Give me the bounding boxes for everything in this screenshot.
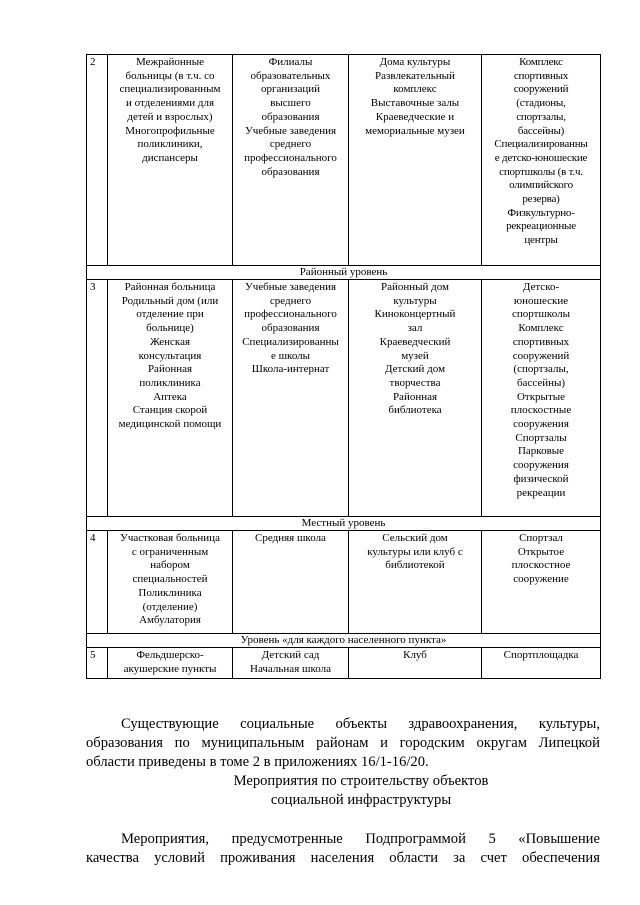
social-infrastructure-table (86, 54, 601, 679)
paragraph-line: области приведены в томе 2 в приложениях 16/1-16/20. (86, 754, 429, 770)
row-number: 4 (87, 531, 108, 634)
word: Подпрограммой (365, 831, 466, 847)
cell-line: Межрайонные (136, 56, 204, 68)
cell-line: сооружений (513, 83, 569, 96)
cell-line: плоскостное (511, 559, 571, 572)
word: городским (399, 735, 465, 751)
word: области (389, 850, 439, 866)
word: Мероприятия, (121, 831, 210, 847)
cell-line: сооружение (513, 573, 569, 586)
cell-line: бассейны) (516, 376, 566, 389)
cell-line: профессионального (244, 308, 337, 321)
cell-line: и отделениями для (125, 97, 215, 110)
cell-line: резерва) (522, 193, 560, 206)
cell-line: среднего (269, 294, 312, 307)
cell-line: физической (513, 472, 569, 485)
cell-line: Специализированны (242, 335, 339, 348)
word: населения (310, 850, 375, 866)
cell-line: детей и взрослых) (127, 110, 213, 123)
cell-line: консультация (138, 349, 202, 362)
cell-line: Детско- (522, 281, 560, 293)
cell-line: Выставочные залы (370, 97, 460, 110)
cell-line: акушерские пункты (123, 662, 217, 675)
measures-paragraph (86, 830, 600, 868)
word: качества (86, 850, 139, 866)
cell-line: Станция скорой (132, 404, 208, 417)
cell-line: образования (261, 165, 320, 178)
cell-line: Аптека (153, 390, 187, 403)
culture-cell (349, 531, 482, 634)
word: районам (316, 735, 369, 751)
cell-line: специальностей (132, 573, 208, 586)
cell-line: поликлиника (139, 376, 201, 389)
row-number: 2 (87, 55, 108, 266)
cell-line: е детско-юношеские (494, 151, 588, 164)
cell-line: Женская (149, 335, 191, 348)
word: объекты (335, 716, 387, 732)
table-row-4 (87, 531, 601, 634)
cell-line: Поликлиника (138, 586, 202, 599)
cell-line: Районный дом (380, 281, 450, 293)
word: «Повышение (518, 831, 600, 847)
section-heading (86, 772, 600, 810)
word: и (380, 735, 388, 751)
cell-line: е школы (270, 349, 311, 362)
level-row-local (87, 517, 601, 531)
cell-line: Спортзалы (515, 431, 567, 444)
cell-line: Школа-интернат (251, 363, 330, 376)
cell-line: сооружения (513, 418, 569, 431)
cell-line: профессионального (244, 151, 337, 164)
paragraph-line (86, 849, 600, 868)
word: образования (86, 735, 163, 751)
cell-line: Развлекательный (375, 69, 455, 82)
word: 5 (488, 831, 496, 847)
cell-line: Спортплощадка (503, 649, 579, 661)
paragraph-line (86, 830, 600, 849)
cell-line: Дома культуры (379, 56, 451, 68)
cell-line: комплекс (393, 83, 437, 96)
cell-line: спортшколы (в т.ч. (499, 165, 583, 178)
cell-line: юношеские (513, 294, 569, 307)
cell-line: медицинской помощи (118, 418, 222, 431)
cell-line: сооружений (512, 349, 570, 362)
cell-line: рекреационные (506, 220, 576, 233)
cell-line: Специализированны (494, 138, 588, 151)
cell-line: Спортзал (519, 532, 563, 544)
cell-line: Участковая больница (120, 532, 220, 544)
cell-line: Клуб (403, 649, 427, 661)
cell-line: Амбулатория (139, 614, 201, 627)
cell-line: спортивных (513, 69, 569, 82)
cell-line: поликлиники, (137, 138, 203, 151)
cell-line: Парковые (517, 445, 565, 458)
cell-line: Учебные заведения (244, 124, 337, 137)
cell-line: Учебные заведения (244, 281, 337, 293)
word: здравоохранения, (408, 716, 518, 732)
level-row-district (87, 266, 601, 280)
education-cell (233, 648, 349, 679)
level-label: Местный уровень (87, 517, 601, 531)
cell-line: с ограниченным (131, 545, 209, 558)
cell-line: Начальная школа (250, 662, 331, 675)
word: по (174, 735, 190, 751)
cell-line: образования (261, 110, 320, 123)
cell-line: специализированным (119, 83, 221, 96)
level-row-each-settlement (87, 634, 601, 648)
cell-line: творчества (389, 376, 441, 389)
cell-line: Фельдшерско- (136, 649, 204, 661)
cell-line: центры (524, 234, 558, 247)
cell-line: Районная (392, 390, 438, 403)
word: предусмотренные (231, 831, 343, 847)
word: округам (476, 735, 527, 751)
word: за (453, 850, 466, 866)
word: условий (154, 850, 205, 866)
cell-line: зал (407, 322, 423, 335)
existing-objects-paragraph (86, 715, 600, 772)
cell-line: Многопрофильные (125, 124, 215, 137)
word: Существующие (121, 716, 219, 732)
word: проживания (220, 850, 296, 866)
level-label: Уровень «для каждого населенного пункта» (87, 634, 601, 648)
cell-line: Детский сад (261, 649, 320, 661)
word: Липецкой (538, 735, 600, 751)
cell-line: Физкультурно- (507, 206, 575, 219)
cell-line: среднего (269, 138, 312, 151)
cell-line: сооружения (513, 459, 569, 472)
healthcare-cell (108, 648, 233, 679)
cell-line: образовательных (250, 69, 331, 82)
cell-line: культуры (393, 294, 437, 307)
sport-cell (482, 648, 601, 679)
cell-line: спортивных (512, 335, 570, 348)
cell-line: спортшколы (512, 308, 570, 321)
cell-line: бассейны) (517, 124, 565, 137)
paragraph-line (86, 734, 600, 753)
cell-line: больнице) (146, 322, 194, 335)
heading-line: Мероприятия по строительству объектов (233, 773, 489, 789)
cell-line: музей (401, 349, 429, 362)
cell-line: Средняя школа (255, 532, 326, 544)
cell-line: организаций (260, 83, 321, 96)
cell-line: больницы (в т.ч. со (125, 69, 215, 82)
cell-line: Районная (147, 363, 193, 376)
cell-line: (стадионы, (516, 97, 566, 110)
cell-line: Комплекс (519, 56, 563, 68)
cell-line: плоскостные (510, 404, 572, 417)
cell-line: Открытые (516, 390, 566, 403)
row-number: 3 (87, 280, 108, 517)
cell-line: библиотекой (385, 559, 445, 572)
cell-line: Сельский дом (382, 532, 448, 544)
culture-cell (349, 648, 482, 679)
row-number: 5 (87, 648, 108, 679)
cell-line: Филиалы (268, 56, 313, 68)
culture-cell (349, 280, 482, 517)
word: обеспечения (522, 850, 600, 866)
sport-cell (482, 280, 601, 517)
level-label: Районный уровень (87, 266, 601, 280)
cell-line: Киноконцертный (374, 308, 456, 321)
cell-line: отделение при (136, 308, 204, 321)
word: муниципальным (201, 735, 305, 751)
cell-line: набором (150, 559, 190, 572)
cell-line: Детский дом (384, 363, 446, 376)
table-row-2 (87, 55, 601, 266)
table-row-3 (87, 280, 601, 517)
word: культуры, (538, 716, 600, 732)
heading-line: социальной инфраструктуры (270, 792, 452, 808)
cell-line: Открытое (517, 545, 565, 558)
culture-cell (349, 55, 482, 266)
education-cell (233, 531, 349, 634)
healthcare-cell (108, 55, 233, 266)
cell-line: библиотека (388, 404, 442, 417)
cell-line: (отделение) (142, 600, 198, 613)
cell-line: спортзалы, (516, 110, 566, 123)
cell-line: Родильный дом (или (121, 294, 219, 307)
education-cell (233, 55, 349, 266)
cell-line: рекреации (516, 486, 566, 499)
cell-line: Краеведческие и (375, 110, 455, 123)
paragraph-line (86, 715, 600, 734)
cell-line: высшего (270, 97, 311, 110)
cell-line: культуры или клуб с (367, 545, 463, 558)
cell-line: диспансеры (142, 151, 198, 164)
cell-line: образования (261, 322, 320, 335)
cell-line: мемориальные музеи (365, 124, 465, 137)
sport-cell (482, 531, 601, 634)
cell-line: Районная больница (124, 281, 216, 293)
education-cell (233, 280, 349, 517)
word: счет (480, 850, 507, 866)
cell-line: Комплекс (518, 322, 564, 335)
cell-line: (спортзалы, (513, 363, 569, 376)
word: социальные (240, 716, 315, 732)
cell-line: олимпийского (509, 179, 573, 192)
healthcare-cell (108, 531, 233, 634)
cell-line: Краеведческий (379, 335, 451, 348)
sport-cell (482, 55, 601, 266)
table-row-5 (87, 648, 601, 679)
healthcare-cell (108, 280, 233, 517)
